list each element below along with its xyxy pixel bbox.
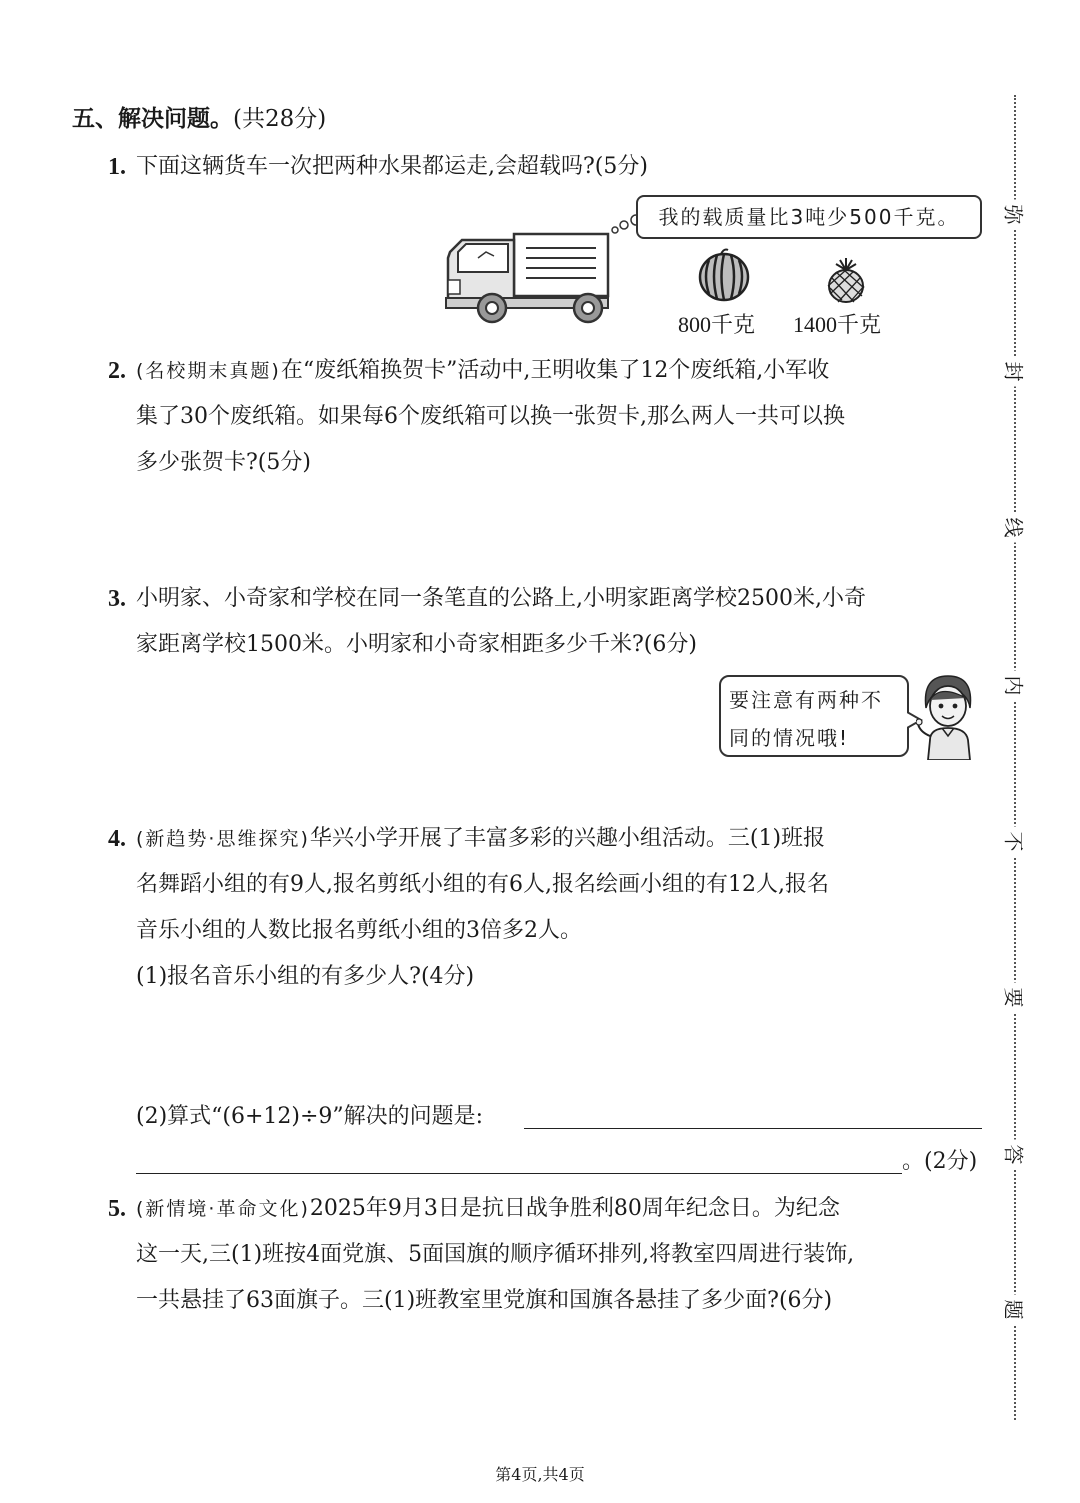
question-source: (新趋势·思维探究) — [136, 828, 310, 850]
question-text-line: 集了30个废纸箱。如果每6个废纸箱可以换一张贺卡,那么两人一共可以换 — [136, 404, 845, 429]
watermelon-weight: 800千克 — [678, 312, 756, 337]
seal-char: 线 — [1001, 513, 1030, 543]
seal-char: 不 — [1001, 827, 1030, 857]
question-text-line: 在“废纸箱换贺卡”活动中,王明收集了12个废纸箱,小军收 — [280, 358, 830, 383]
question-4 — [108, 816, 988, 1000]
girl-avatar-icon — [916, 670, 980, 760]
question-text-line: 华兴小学开展了丰富多彩的兴趣小组活动。三(1)班报 — [309, 826, 826, 851]
question-number: 4. — [108, 826, 126, 852]
question-text-line: 小明家、小奇家和学校在同一条笔直的公路上,小明家距离学校2500米,小奇 — [136, 586, 866, 611]
section-title — [72, 100, 326, 133]
pineapple-weight: 1400千克 — [793, 312, 882, 337]
binding-seal-line — [1000, 95, 1030, 1420]
question-4-part-2 — [108, 1094, 988, 1140]
question-5 — [108, 1186, 988, 1324]
question-text-line: 家距离学校1500米。小明家和小奇家相距多少千米?(6分) — [136, 632, 697, 657]
sub-question-1: (1)报名音乐小组的有多少人?(4分) — [136, 964, 475, 989]
question-text-line: 一共悬挂了63面旗子。三(1)班教室里党旗和国旗各悬挂了多少面?(6分) — [136, 1288, 833, 1313]
watermelon-icon — [697, 246, 751, 302]
question-source: (新情境·革命文化) — [136, 1198, 310, 1220]
seal-char: 内 — [1001, 671, 1030, 701]
sub-question-2: (2)算式“(6+12)÷9”解决的问题是: — [136, 1104, 484, 1129]
question-text-line: 名舞蹈小组的有9人,报名剪纸小组的有6人,报名绘画小组的有12人,报名 — [136, 872, 829, 897]
hint-line: 要注意有两种不 — [729, 688, 883, 712]
section-title-text: 五、解决问题。 — [72, 105, 233, 132]
question-number: 2. — [108, 358, 126, 384]
question-text-line: 多少张贺卡?(5分) — [136, 450, 311, 475]
seal-char: 题 — [1001, 1295, 1030, 1325]
sub-question-2-points: 。(2分) — [902, 1149, 978, 1174]
hint-speech-bubble — [719, 675, 909, 757]
question-1 — [108, 144, 988, 190]
pineapple-icon — [824, 258, 868, 304]
question-number: 5. — [108, 1196, 126, 1222]
answer-line-1[interactable] — [524, 1128, 982, 1129]
question-3 — [108, 576, 988, 668]
seal-char: 要 — [1001, 983, 1030, 1013]
question-number: 1. — [108, 154, 126, 180]
truck-speech-bubble: 我的载质量比3吨少500千克。 — [636, 195, 982, 239]
question-text-line: 音乐小组的人数比报名剪纸小组的3倍多2人。 — [136, 918, 582, 943]
question-source: (名校期末真题) — [136, 360, 281, 382]
question-text-line: 2025年9月3日是抗日战争胜利80周年纪念日。为纪念 — [309, 1196, 840, 1221]
question-2 — [108, 348, 988, 486]
seal-char: 封 — [1001, 357, 1030, 387]
section-points: (共28分) — [233, 106, 327, 132]
question-text: 下面这辆货车一次把两种水果都运走,会超载吗?(5分) — [136, 154, 648, 179]
question-text-line: 这一天,三(1)班按4面党旗、5面国旗的顺序循环排列,将教室四周进行装饰, — [136, 1242, 855, 1267]
seal-char: 弥 — [1001, 200, 1030, 230]
hint-line: 同的情况哦! — [729, 726, 850, 750]
question-number: 3. — [108, 586, 126, 612]
page-footer: 第4页,共4页 — [495, 1465, 585, 1484]
answer-line-2[interactable] — [136, 1173, 902, 1174]
seal-char: 答 — [1001, 1140, 1030, 1170]
dotted-seal-line — [1014, 95, 1016, 1420]
truck-icon — [442, 228, 612, 328]
